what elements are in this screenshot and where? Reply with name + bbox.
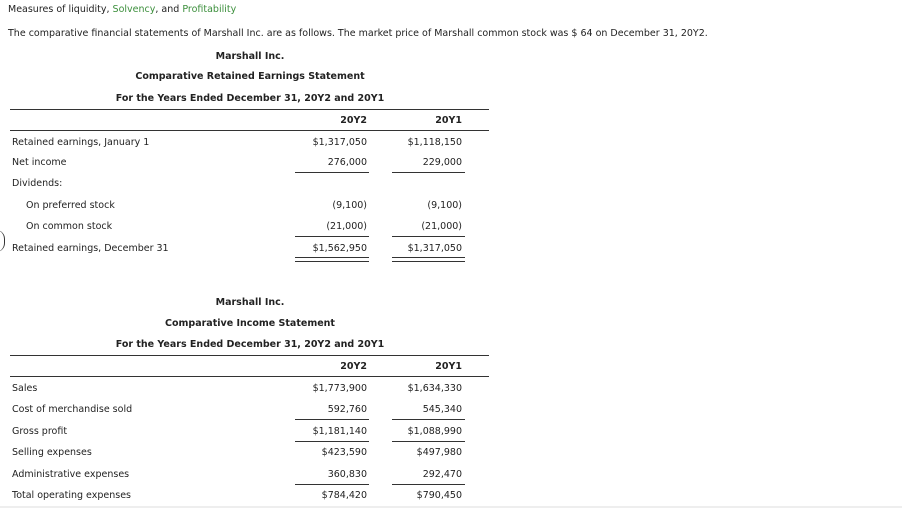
solvency-link[interactable]: Solvency: [112, 4, 156, 15]
is-row-label: Selling expenses: [12, 447, 92, 458]
re-underline: [295, 236, 369, 237]
re-row-value-20y1: (9,100): [427, 200, 462, 211]
is-underline: [295, 419, 369, 420]
is-row-label: Cost of merchandise sold: [12, 404, 133, 415]
profitability-link[interactable]: Profitability: [182, 4, 237, 15]
re-row-value-20y2: (21,000): [326, 221, 367, 232]
is-row-value-20y2: $1,181,140: [312, 426, 367, 437]
re-row-value-20y1: 229,000: [422, 157, 462, 168]
heading-text-2: , and: [155, 4, 183, 15]
is-row-value-20y1: $790,450: [416, 490, 462, 501]
re-col-20y1: 20Y1: [435, 115, 462, 126]
is-col-20y1: 20Y1: [435, 361, 462, 372]
re-top-rule: [10, 109, 489, 110]
re-row-label: Dividends:: [12, 178, 63, 189]
is-row-value-20y2: 592,760: [327, 404, 367, 415]
re-row-value-20y2: $1,317,050: [312, 137, 367, 148]
is-row-value-20y1: 292,470: [422, 469, 462, 480]
re-col-20y2: 20Y2: [340, 115, 367, 126]
re-double-underline: [295, 257, 369, 262]
is-row-label: Gross profit: [12, 426, 68, 437]
is-underline: [295, 441, 369, 442]
re-row-label: On preferred stock: [26, 200, 115, 211]
re-row-value-20y2: (9,100): [332, 200, 367, 211]
is-row-value-20y1: $497,980: [416, 447, 462, 458]
is-period: For the Years Ended December 31, 20Y2 and 20Y1: [115, 339, 385, 350]
is-header-rule: [10, 376, 489, 377]
intro-text: The comparative financial statements of Marshall Inc. are as follows. The market price of Marshall common stock was $ 64 on December 31, 20Y2.: [8, 28, 708, 39]
is-row-value-20y1: $1,088,990: [407, 426, 462, 437]
is-row-label: Total operating expenses: [12, 490, 131, 501]
re-underline: [295, 172, 369, 173]
re-underline: [392, 172, 465, 173]
re-row-value-20y1: $1,317,050: [407, 243, 462, 254]
is-underline: [392, 419, 465, 420]
re-header-rule: [10, 130, 489, 131]
re-company-name: Marshall Inc.: [215, 51, 285, 62]
re-row-label: Retained earnings, January 1: [12, 137, 150, 148]
left-bracket-mark: [0, 230, 5, 252]
re-period: For the Years Ended December 31, 20Y2 and 20Y1: [115, 93, 385, 104]
problem-heading: [8, 4, 236, 15]
is-company-name: Marshall Inc.: [215, 297, 285, 308]
re-statement-title: Comparative Retained Earnings Statement: [135, 71, 365, 82]
re-row-value-20y2: 276,000: [327, 157, 367, 168]
is-row-value-20y1: $1,634,330: [407, 383, 462, 394]
re-row-label: Net income: [12, 157, 67, 168]
is-row-value-20y2: $423,590: [321, 447, 367, 458]
is-underline: [392, 484, 465, 485]
re-double-underline: [392, 257, 465, 262]
is-row-value-20y2: $784,420: [321, 490, 367, 501]
is-top-rule: [10, 355, 489, 356]
re-row-label: Retained earnings, December 31: [12, 243, 169, 254]
re-row-value-20y1: $1,118,150: [407, 137, 462, 148]
re-row-value-20y2: $1,562,950: [312, 243, 367, 254]
re-underline: [392, 236, 465, 237]
is-row-value-20y2: $1,773,900: [312, 383, 367, 394]
is-row-label: Administrative expenses: [12, 469, 130, 480]
is-row-value-20y2: 360,830: [327, 469, 367, 480]
is-row-label: Sales: [12, 383, 38, 394]
is-underline: [295, 484, 369, 485]
is-statement-title: Comparative Income Statement: [165, 318, 335, 329]
heading-text: Measures of liquidity,: [8, 4, 113, 15]
is-col-20y2: 20Y2: [340, 361, 367, 372]
re-row-label: On common stock: [26, 221, 113, 232]
is-row-value-20y1: 545,340: [422, 404, 462, 415]
re-row-value-20y1: (21,000): [421, 221, 462, 232]
is-underline: [392, 441, 465, 442]
